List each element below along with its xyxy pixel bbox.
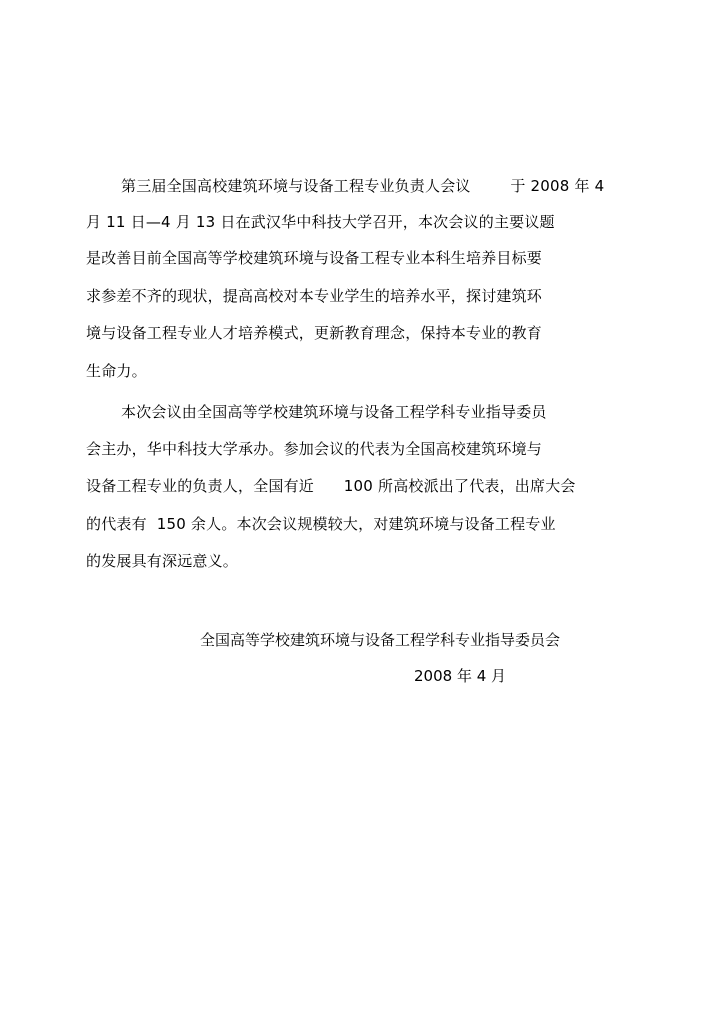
paragraph-1-line: 第三届全国高校建筑环境与设备工程专业负责人会议 于 2008 年 4: [121, 177, 605, 195]
paragraph-2-line: 会主办，华中科技大学承办。参加会议的代表为全国高校建筑环境与: [86, 440, 543, 458]
paragraph-2-line: 的发展具有深远意义。: [86, 552, 239, 570]
signature-date: 2008 年 4 月: [414, 667, 507, 685]
paragraph-1-line: 是改善目前全国高等学校建筑环境与设备工程专业本科生培养目标要: [86, 249, 543, 267]
paragraph-2-line: 的代表有 150 余人。本次会议规模较大，对建筑环境与设备工程专业: [86, 515, 556, 533]
paragraph-2-line: 本次会议由全国高等学校建筑环境与设备工程学科专业指导委员: [121, 403, 547, 421]
paragraph-1-line: 生命力。: [86, 362, 147, 380]
paragraph-2-line: 设备工程专业的负责人，全国有近 100 所高校派出了代表，出席大会: [86, 477, 576, 495]
signature-organization: 全国高等学校建筑环境与设备工程学科专业指导委员会: [200, 631, 561, 649]
paragraph-1-line: 月 11 日—4 月 13 日在武汉华中科技大学召开，本次会议的主要议题: [86, 213, 555, 231]
paragraph-1-line: 求参差不齐的现状，提高高校对本专业学生的培养水平，探讨建筑环: [86, 287, 543, 305]
paragraph-1-line: 境与设备工程专业人才培养模式，更新教育理念，保持本专业的教育: [86, 324, 543, 342]
